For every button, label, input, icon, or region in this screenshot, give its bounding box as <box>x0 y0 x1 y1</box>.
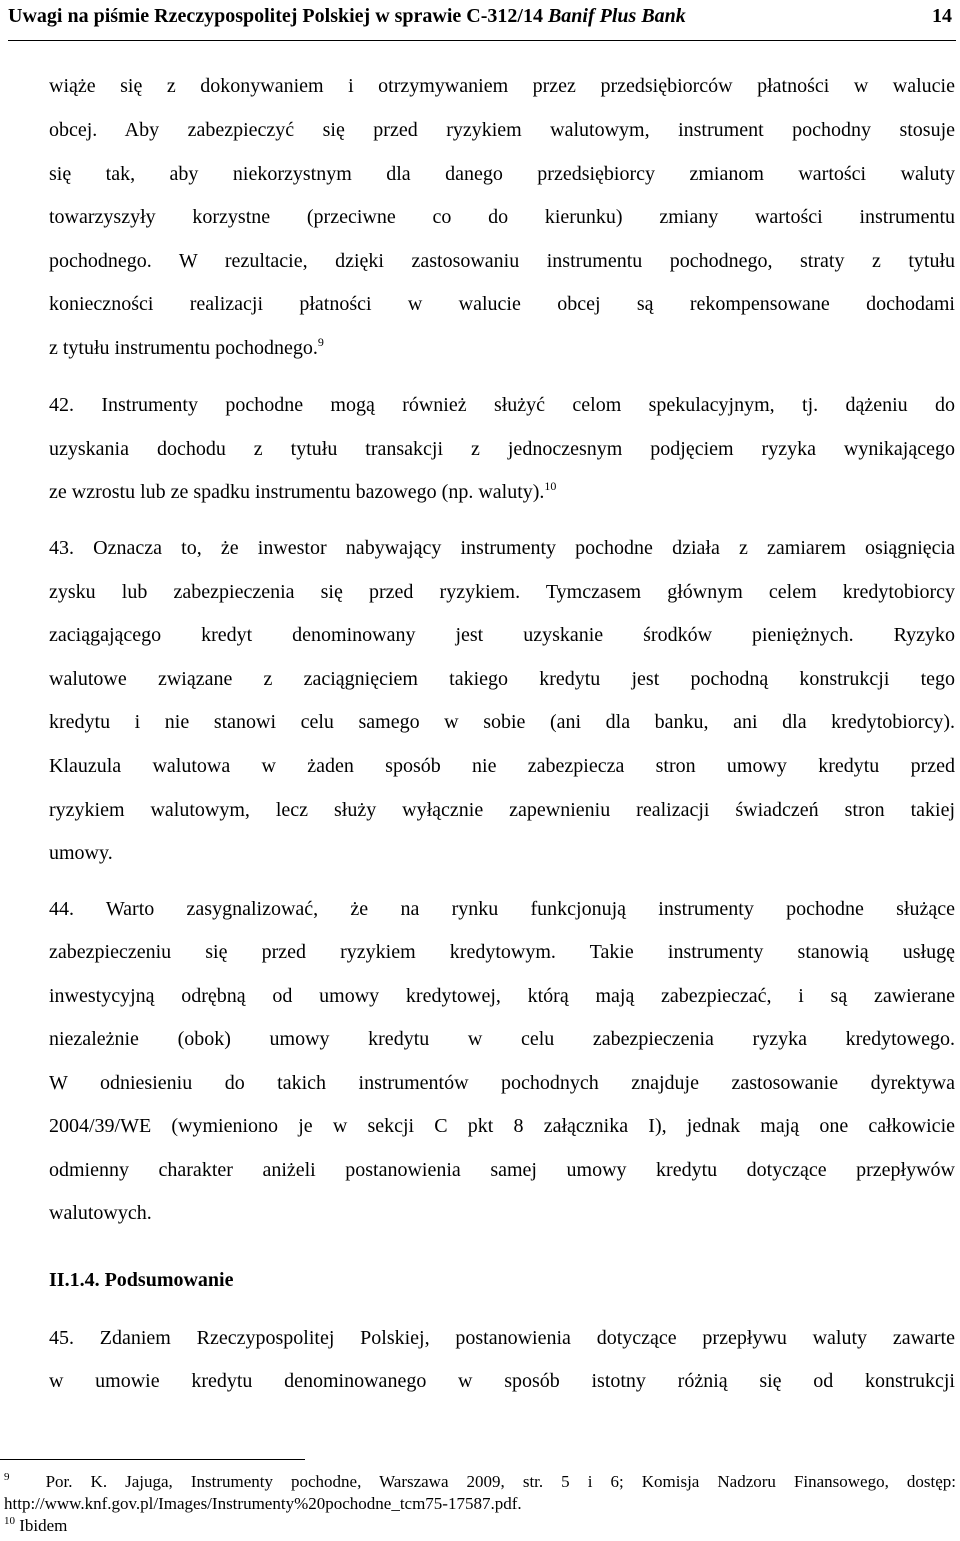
text-line: zaciągającego kredyt denominowany jest uzyskanie środków pieniężnych. Ryzyko <box>49 624 955 646</box>
text-line: walutowych. <box>49 1202 152 1224</box>
text-line: się tak, aby niekorzystnym dla danego przedsiębiorcy zmianom wartości waluty <box>49 163 955 185</box>
header-title-main: Uwagi na piśmie Rzeczypospolitej Polskiej w sprawie C-312/14 <box>8 5 548 27</box>
text-line: konieczności realizacji płatności w walucie obcej są rekompensowane dochodami <box>49 293 955 315</box>
text-line: niezależnie (obok) umowy kredytu w celu zabezpieczenia ryzyka kredytowego. <box>49 1028 955 1050</box>
footnote-marker: 9 <box>4 1471 10 1483</box>
page-number: 14 <box>932 5 952 27</box>
footnote-text: Ibidem <box>19 1516 68 1535</box>
text-line <box>49 336 955 360</box>
text-line: towarzyszyły korzystne (przeciwne co do kierunku) zmiany wartości instrumentu <box>49 206 955 228</box>
header-title-case-name: Banif Plus Bank <box>547 5 686 27</box>
footnote-ref-9: 9 <box>317 335 324 349</box>
paragraph-42-line: 42. Instrumenty pochodne mogą również służyć celom spekulacyjnym, tj. dążeniu do <box>49 394 955 416</box>
footnote-separator <box>0 1459 305 1460</box>
text-line: Klauzula walutowa w żaden sposób nie zabezpiecza stron umowy kredytu przed <box>49 755 955 777</box>
page-header <box>8 0 956 41</box>
text-line: kredytu i nie stanowi celu samego w sobie (ani dla banku, ani dla kredytobiorcy). <box>49 711 955 733</box>
text-line: w umowie kredytu denominowanego w sposób istotny różnią się od konstrukcji <box>49 1370 955 1392</box>
text-line: pochodnego. W rezultacie, dzięki zastosowaniu instrumentu pochodnego, straty z tytułu <box>49 250 955 272</box>
text-line: uzyskania dochodu z tytułu transakcji z jednoczesnym podjęciem ryzyka wynikającego <box>49 438 955 460</box>
text-line: wiąże się z dokonywaniem i otrzymywaniem przez przedsiębiorców płatności w walucie <box>49 75 955 97</box>
text-line: W odniesieniu do takich instrumentów pochodnych znajduje zastosowanie dyrektywa <box>49 1072 955 1094</box>
footnote-9 <box>4 1472 956 1492</box>
footnote-marker: 10 <box>4 1515 15 1527</box>
text-line: umowy. <box>49 842 113 864</box>
text-line: 2004/39/WE (wymieniono je w sekcji C pkt 8 załącznika I), jednak mają one całkowicie <box>49 1115 955 1137</box>
text-line: obcej. Aby zabezpieczyć się przed ryzykiem walutowym, instrument pochodny stosuje <box>49 119 955 141</box>
text-line: zabezpieczeniu się przed ryzykiem kredytowym. Takie instrumenty stanowią usługę <box>49 941 955 963</box>
text-line: odmienny charakter aniżeli postanowienia samej umowy kredytu dotyczące przepływów <box>49 1159 955 1181</box>
paragraph-45-line: 45. Zdaniem Rzeczypospolitej Polskiej, postanowienia dotyczące przepływu waluty zawarte <box>49 1327 955 1349</box>
text-line <box>49 480 955 504</box>
text-line-content: ze wzrostu lub ze spadku instrumentu bazowego (np. waluty). <box>49 481 545 503</box>
text-line: walutowe związane z zaciągnięciem takiego kredytu jest pochodną konstrukcji tego <box>49 668 955 690</box>
footnote-text: Por. K. Jajuga, Instrumenty pochodne, Warszawa 2009, str. 5 i 6; Komisja Nadzoru Finansowego, dostęp: <box>45 1472 957 1491</box>
text-line-content: z tytułu instrumentu pochodnego. <box>49 337 318 359</box>
footnote-10 <box>4 1516 956 1536</box>
footnote-ref-10: 10 <box>544 479 557 493</box>
text-line: ryzykiem walutowym, lecz służy wyłącznie zapewnieniu realizacji świadczeń stron takiej <box>49 799 955 821</box>
header-title <box>8 5 686 28</box>
section-heading: II.1.4. Podsumowanie <box>49 1269 234 1291</box>
footnote-9-url[interactable]: http://www.knf.gov.pl/Images/Instrumenty%20pochodne_tcm75-17587.pdf. <box>4 1494 522 1513</box>
paragraph-44-line: 44. Warto zasygnalizować, że na rynku funkcjonują instrumenty pochodne służące <box>49 898 955 920</box>
text-line: inwestycyjną odrębną od umowy kredytowej, którą mają zabezpieczać, i są zawierane <box>49 985 955 1007</box>
paragraph-43-line: 43. Oznacza to, że inwestor nabywający instrumenty pochodne działa z zamiarem osiągnięcia <box>49 537 955 559</box>
text-line: zysku lub zabezpieczenia się przed ryzykiem. Tymczasem głównym celem kredytobiorcy <box>49 581 955 603</box>
